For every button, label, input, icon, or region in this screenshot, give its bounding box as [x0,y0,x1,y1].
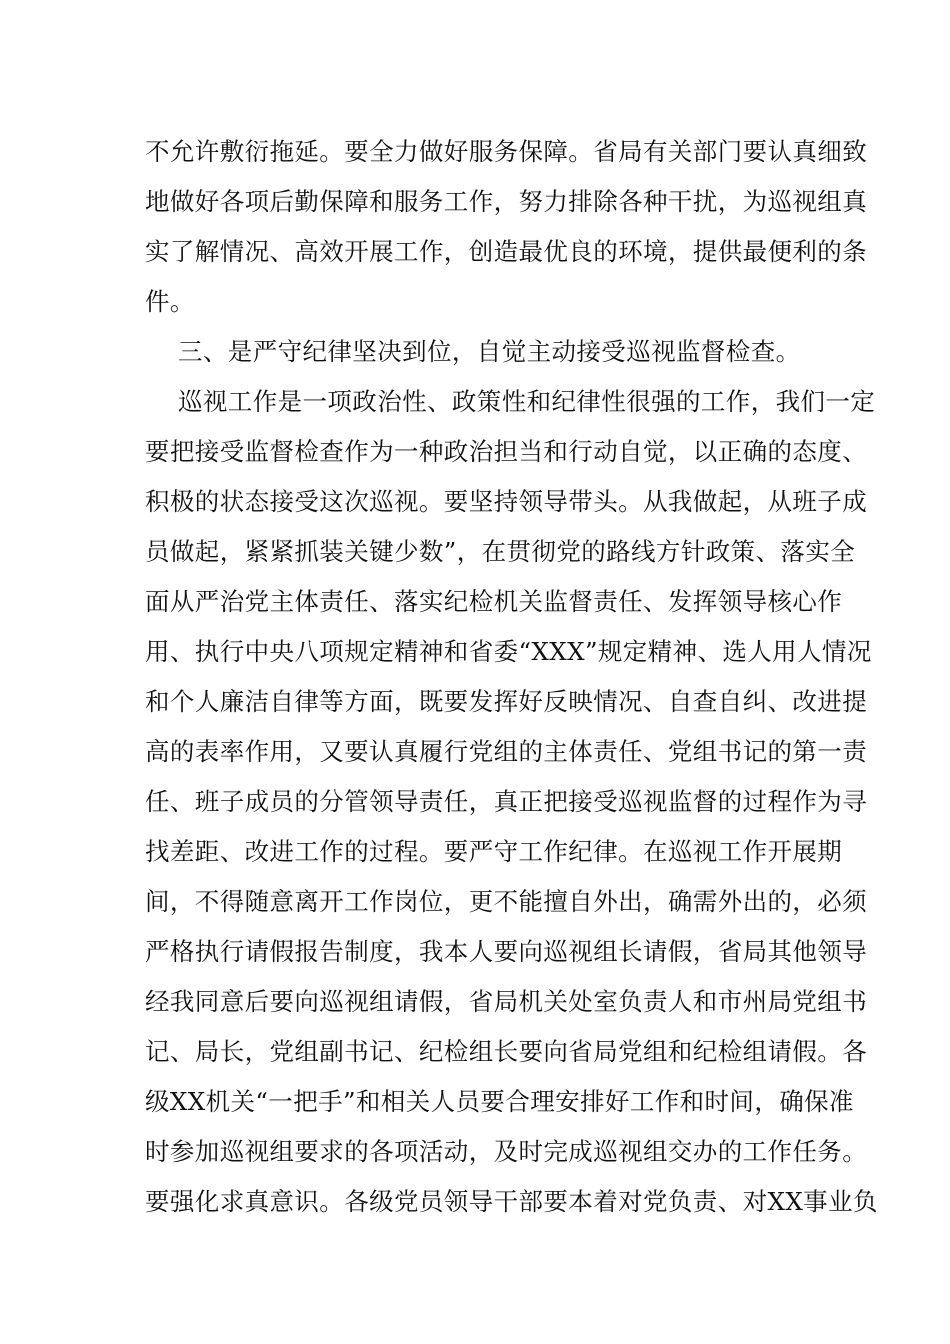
text-line: 要把接受监督检查作为一种政治担当和行动自觉，以正确的态度、 [145,437,868,466]
text-line: 件。 [145,287,195,316]
text-line: 和个人廉洁自律等方面，既要发挥好反映情况、自查自纠、改进提 [145,687,868,716]
text-line: 经我同意后要向巡视组请假，省局机关处室负责人和市州局党组书 [145,987,868,1016]
text-line: 任、班子成员的分管领导责任，真正把接受巡视监督的过程作为寻 [145,787,868,816]
section-heading: 三、是严守纪律坚决到位，自觉主动接受巡视监督检查。 [178,337,801,366]
text-line: 不允许敷衍拖延。要全力做好服务保障。省局有关部门要认真细致 [145,137,868,166]
text-line: 找差距、改进工作的过程。要严守工作纪律。在巡视工作开展期 [145,837,843,866]
text-line: 严格执行请假报告制度，我本人要向巡视组长请假，省局其他领导 [145,937,868,966]
text-line: 高的表率作用，又要认真履行党组的主体责任、党组书记的第一责 [145,737,868,766]
text-line: 地做好各项后勤保障和服务工作，努力排除各种干扰，为巡视组真 [145,187,868,216]
text-line: 实了解情况、高效开展工作，创造最优良的环境，提供最便利的条 [145,237,868,266]
text-line: 时参加巡视组要求的各项活动，及时完成巡视组交办的工作任务。 [145,1137,868,1166]
text-line: 积极的状态接受这次巡视。要坚持领导带头。从我做起，从班子成 [145,487,868,516]
text-line: 面从严治党主体责任、落实纪检机关监督责任、发挥领导核心作 [145,587,843,616]
text-line: 巡视工作是一项政治性、政策性和纪律性很强的工作，我们一定 [178,387,876,416]
text-line: 要强化求真意识。各级党员领导干部要本着对党负责、对XX事业负 [145,1187,878,1216]
text-line: 员做起，紧紧抓装关键少数”，在贯彻党的路线方针政策、落实全 [145,537,856,566]
text-line: 用、执行中央八项规定精神和省委“XXX”规定精神、选人用人情况 [145,637,872,666]
text-line: 记、局长，党组副书记、纪检组长要向省局党组和纪检组请假。各 [145,1037,868,1066]
text-line: 间，不得随意离开工作岗位，更不能擅自外出，确需外出的，必须 [145,887,868,916]
text-line: 级XX机关“一把手”和相关人员要合理安排好工作和时间，确保准 [145,1087,854,1116]
